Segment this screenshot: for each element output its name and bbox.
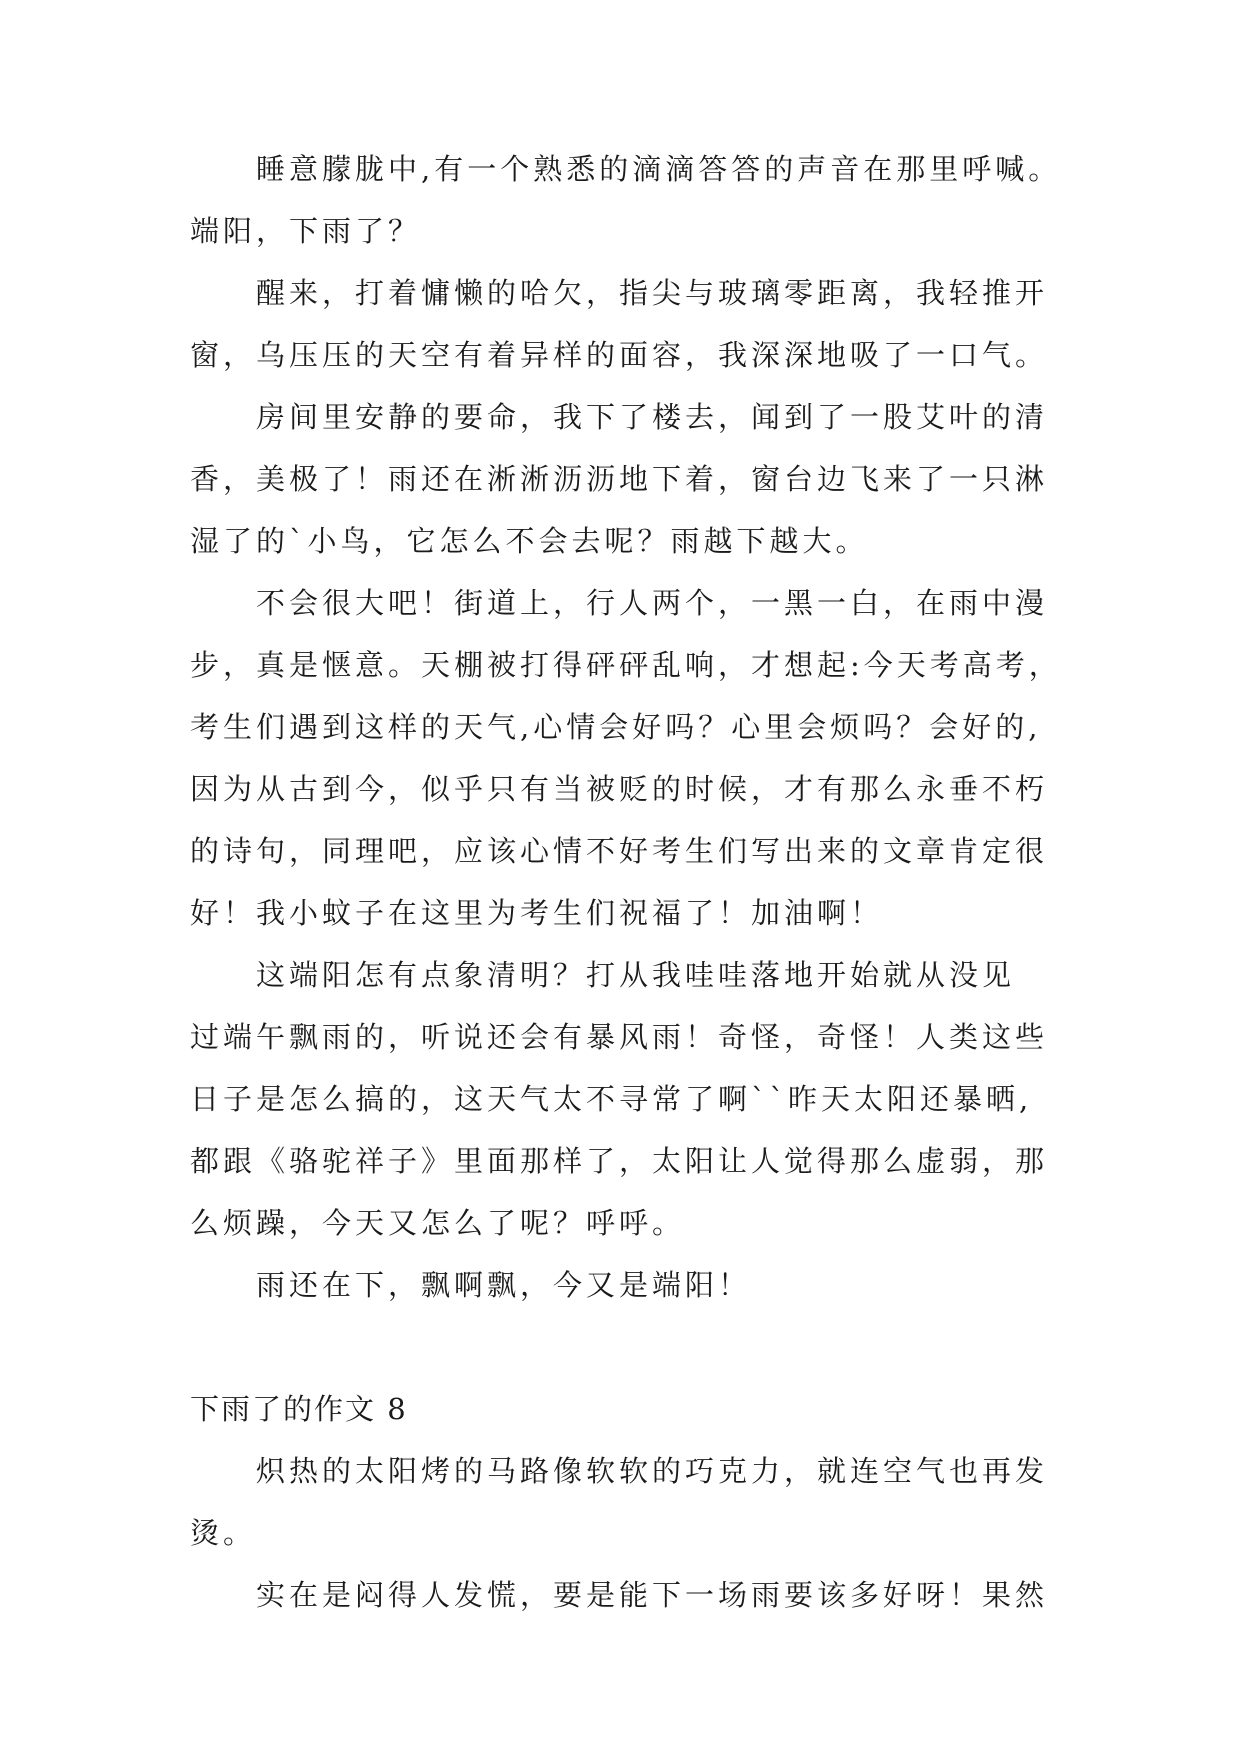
paragraph-7 (190, 1440, 1080, 1564)
text-line: 炽热的太阳烤的马路像软软的巧克力，就连空气也再发 (256, 1454, 1049, 1488)
paragraph-8 (190, 1564, 1080, 1626)
text-line: 日子是怎么搞的，这天气太不寻常了啊``昨天太阳还暴晒, (190, 1082, 1033, 1116)
text-line: 因为从古到今，似乎只有当被贬的时候，才有那么永垂不朽 (190, 772, 1049, 806)
text-line: 雨还在下，飘啊飘，今又是端阳！ (256, 1268, 752, 1302)
paragraph-6 (190, 1254, 1080, 1316)
paragraph-5 (190, 944, 1080, 1254)
document-page (190, 138, 1080, 1626)
paragraph-4 (190, 572, 1080, 944)
text-line: 考生们遇到这样的天气,心情会好吗？心里会烦吗？会好的, (190, 710, 1042, 744)
text-line: 实在是闷得人发慌，要是能下一场雨要该多好呀！果然 (256, 1578, 1049, 1612)
text-line: 都跟《骆驼祥子》里面那样了，太阳让人觉得那么虚弱，那 (190, 1144, 1049, 1178)
text-line: 窗，乌压压的天空有着异样的面容，我深深地吸了一口气。 (190, 338, 1049, 372)
paragraph-3 (190, 386, 1080, 572)
section-heading: 下雨了的作文 8 (190, 1392, 408, 1426)
paragraph-1 (190, 138, 1080, 262)
text-line: 好！我小蚊子在这里为考生们祝福了！加油啊！ (190, 896, 884, 930)
text-line: 不会很大吧！街道上，行人两个，一黑一白，在雨中漫 (256, 586, 1049, 620)
text-line: 这端阳怎有点象清明？打从我哇哇落地开始就从没见 (256, 958, 1016, 992)
text-line: 的诗句，同理吧，应该心情不好考生们写出来的文章肯定很 (190, 834, 1049, 868)
text-line: 过端午飘雨的，听说还会有暴风雨！奇怪，奇怪！人类这些 (190, 1020, 1049, 1054)
text-line: 房间里安静的要命，我下了楼去，闻到了一股艾叶的清 (256, 400, 1049, 434)
text-line: 步，真是惬意。天棚被打得砰砰乱响，才想起:今天考高考， (190, 648, 1062, 682)
text-line: 烫。 (190, 1516, 257, 1550)
text-line: 湿了的`小鸟，它怎么不会去呢？雨越下越大。 (190, 524, 869, 558)
text-line: 端阳，下雨了？ (190, 214, 422, 248)
text-line: 香，美极了！雨还在淅淅沥沥地下着，窗台边飞来了一只淋 (190, 462, 1049, 496)
text-line: 么烦躁，今天又怎么了呢？呼呼。 (190, 1206, 686, 1240)
text-line: 睡意朦胧中,有一个熟悉的滴滴答答的声音在那里呼喊。 (256, 152, 1062, 186)
text-line: 醒来，打着慵懒的哈欠，指尖与玻璃零距离，我轻推开 (256, 276, 1049, 310)
paragraph-2 (190, 262, 1080, 386)
